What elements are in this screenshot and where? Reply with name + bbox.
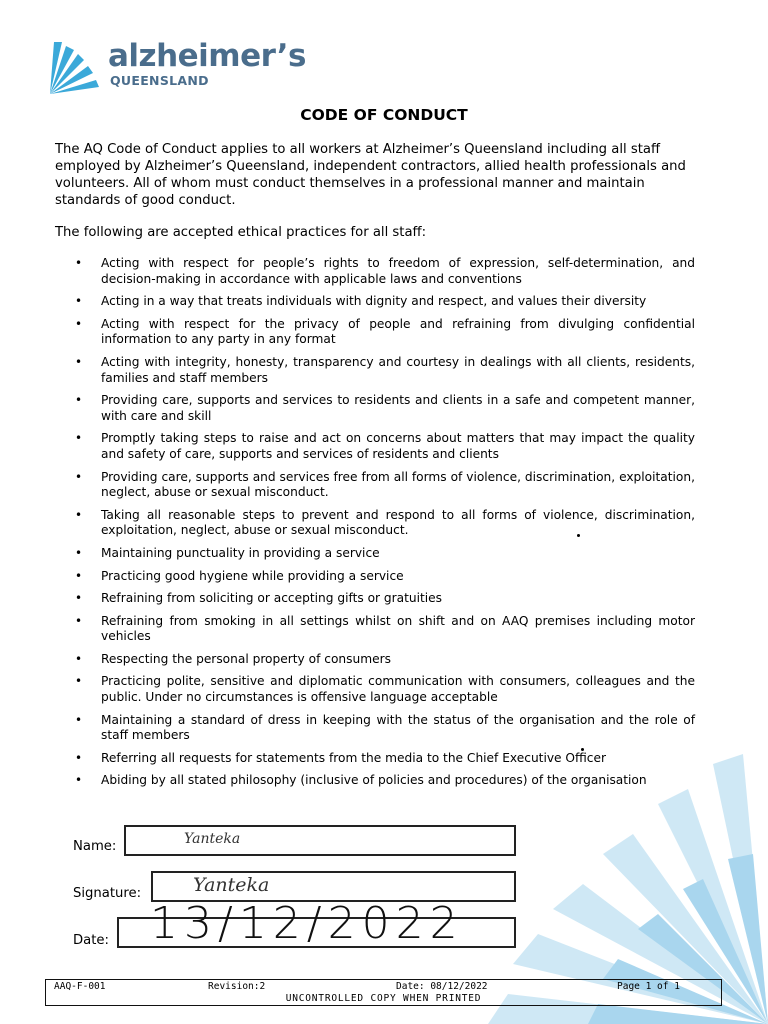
practice-item bbox=[55, 546, 695, 562]
practice-item bbox=[55, 713, 695, 744]
logo-sunburst-icon bbox=[50, 40, 108, 94]
page-title: CODE OF CONDUCT bbox=[300, 106, 468, 124]
stray-mark bbox=[581, 748, 584, 751]
logo-subtitle: QUEENSLAND bbox=[110, 73, 209, 88]
bullet-icon: • bbox=[75, 613, 83, 628]
name-field[interactable] bbox=[124, 825, 516, 856]
practice-text: Providing care, supports and services free from all forms of violence, discrimination, exploitation, neglect, abuse or sexual misconduct. bbox=[101, 469, 695, 500]
document-footer bbox=[45, 979, 722, 1006]
practice-text: Promptly taking steps to raise and act on concerns about matters that may impact the quality and safety of care, supports and services of residents and clients bbox=[101, 431, 695, 461]
bullet-icon: • bbox=[75, 651, 83, 666]
practices-list bbox=[55, 256, 695, 796]
footer-page: Page 1 of 1 bbox=[617, 981, 680, 992]
footer-date: Date: 08/12/2022 bbox=[396, 981, 488, 992]
practice-item bbox=[55, 317, 695, 348]
practice-item bbox=[55, 508, 695, 539]
practice-text: Practicing polite, sensitive and diplomatic communication with consumers, colleagues and the public. Under no circumstances is offensive language acceptable bbox=[101, 674, 695, 705]
bullet-icon: • bbox=[75, 545, 83, 560]
practice-text: Refraining from soliciting or accepting gifts or gratuities bbox=[101, 591, 443, 606]
practice-text: Acting in a way that treats individuals with dignity and respect, and values their diversity bbox=[101, 294, 647, 309]
practice-item bbox=[55, 294, 695, 310]
bullet-icon: • bbox=[75, 591, 83, 606]
bullet-icon: • bbox=[75, 393, 83, 408]
bullet-icon: • bbox=[75, 507, 83, 522]
practice-text: Taking all reasonable steps to prevent and respond to all forms of violence, discrimination, exploitation, neglect, abuse or sexual misconduct. bbox=[101, 507, 695, 538]
bullet-icon: • bbox=[75, 773, 83, 788]
practice-text: Acting with respect for people’s rights to freedom of expression, self-determination, and decision-making in accordance with applicable laws and conventions bbox=[101, 256, 695, 286]
bullet-icon: • bbox=[75, 256, 83, 270]
bullet-icon: • bbox=[75, 469, 83, 484]
practice-text: Referring all requests for statements from the media to the Chief Executive Officer bbox=[101, 750, 607, 765]
footer-revision: Revision:2 bbox=[208, 981, 266, 992]
footer-doc-id: AAQ-F-001 bbox=[54, 981, 106, 992]
practice-text: Acting with integrity, honesty, transparency and courtesy in dealings with all clients, residents, families and staff members bbox=[101, 354, 695, 385]
practice-item bbox=[55, 674, 695, 705]
practice-item bbox=[55, 751, 695, 767]
practice-text: Respecting the personal property of consumers bbox=[101, 651, 391, 666]
date-handwriting: 13/12/2022 bbox=[150, 898, 464, 949]
practice-item bbox=[55, 393, 695, 424]
bullet-icon: • bbox=[75, 750, 83, 765]
signature-handwriting: Yanteka bbox=[193, 874, 270, 896]
practices-lead: The following are accepted ethical practices for all staff: bbox=[55, 225, 427, 240]
practice-item bbox=[55, 470, 695, 501]
intro-paragraph: The AQ Code of Conduct applies to all workers at Alzheimer’s Queensland including all staff employed by Alzheimer’s Queensland, independent contractors, allied health professionals and volunteers. All of whom must conduct themselves in a professional manner and maintain standards of good conduct. bbox=[55, 142, 686, 208]
practice-item bbox=[55, 591, 695, 607]
practice-text: Abiding by all stated philosophy (inclusive of policies and procedures) of the organisation bbox=[101, 773, 647, 788]
practice-item bbox=[55, 652, 695, 668]
logo-wordmark: alzheimer’s bbox=[108, 38, 306, 74]
bullet-icon: • bbox=[75, 354, 83, 369]
bullet-icon: • bbox=[75, 712, 83, 727]
bullet-icon: • bbox=[75, 674, 83, 689]
organisation-logo bbox=[50, 38, 310, 94]
footer-notice: UNCONTROLLED COPY WHEN PRINTED bbox=[285, 993, 482, 1004]
date-label: Date: bbox=[73, 933, 109, 948]
practice-text: Refraining from smoking in all settings whilst on shift and on AAQ premises including motor vehicles bbox=[101, 613, 695, 644]
bullet-icon: • bbox=[75, 431, 83, 446]
practice-text: Providing care, supports and services to residents and clients in a safe and competent manner, with care and skill bbox=[101, 393, 695, 423]
practice-item bbox=[55, 614, 695, 645]
practice-text: Maintaining a standard of dress in keeping with the status of the organisation and the role of staff members bbox=[101, 712, 695, 743]
practice-text: Acting with respect for the privacy of people and refraining from divulging confidential information to any party in any format bbox=[101, 316, 695, 347]
bullet-icon: • bbox=[75, 294, 83, 309]
bullet-icon: • bbox=[75, 316, 83, 331]
practice-item bbox=[55, 256, 695, 287]
bullet-icon: • bbox=[75, 568, 83, 583]
stray-mark bbox=[577, 534, 580, 537]
practice-item bbox=[55, 773, 695, 789]
name-handwriting: Yanteka bbox=[184, 831, 241, 847]
practice-text: Practicing good hygiene while providing a service bbox=[101, 568, 404, 583]
practice-item bbox=[55, 569, 695, 585]
signature-label: Signature: bbox=[73, 886, 142, 901]
name-label: Name: bbox=[73, 839, 117, 854]
practice-text: Maintaining punctuality in providing a service bbox=[101, 545, 380, 560]
practice-item bbox=[55, 355, 695, 386]
practice-item bbox=[55, 431, 695, 462]
